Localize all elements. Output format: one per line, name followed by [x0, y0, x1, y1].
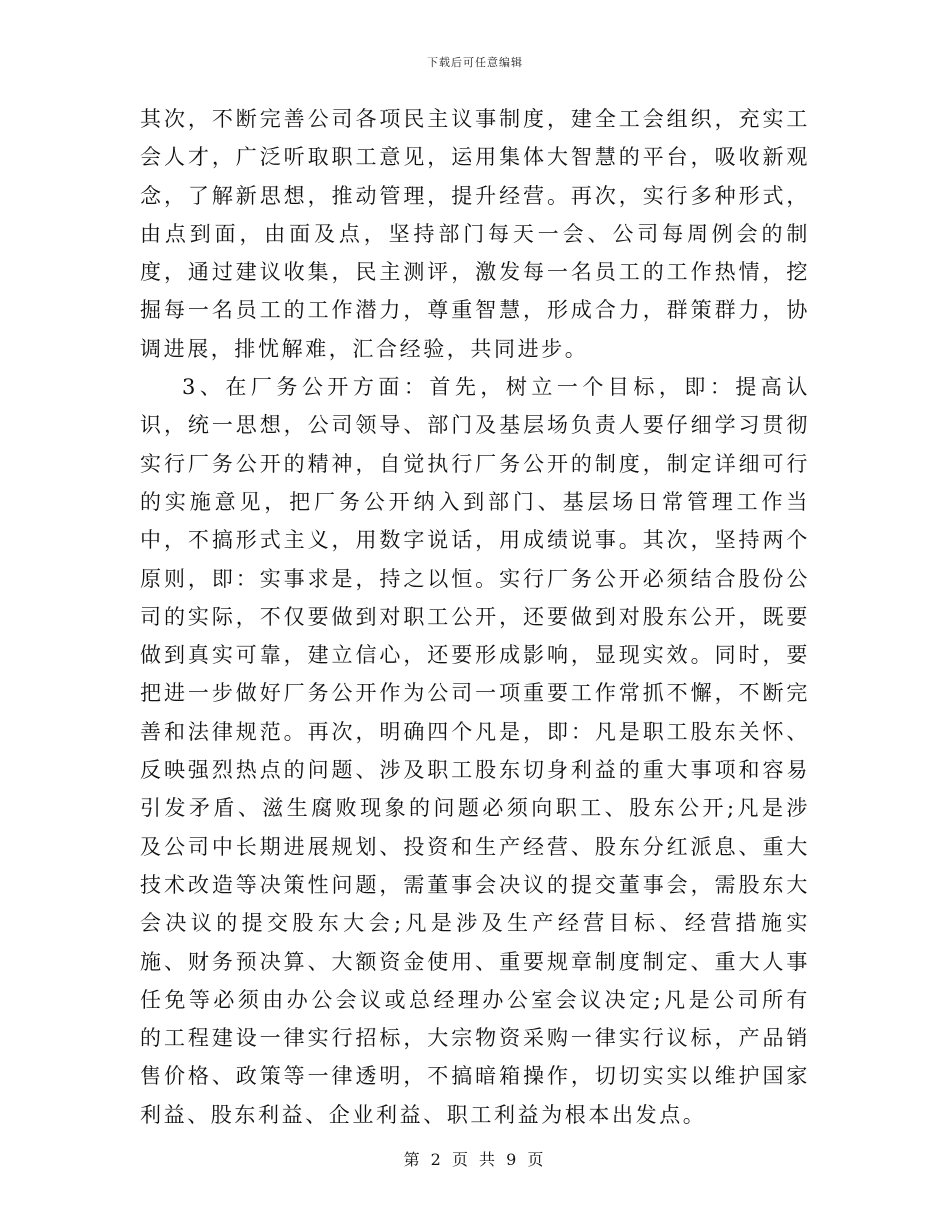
paragraph-continuation: 其次，不断完善公司各项民主议事制度，建全工会组织，充实工会人才，广泛听取职工意见，运用集体大智慧的平台，吸收新观念，了解新思想，推动管理，提升经营。再次，实行多种形式，由点到面，由面及点，坚持部门每天一会、公司每周例会的制度，通过建议收集，民主测评，激发每一名员工的工作热情，挖掘每一名员工的工作潜力，尊重智慧，形成合力，群策群力，协调进展，排忧解难，汇合经验，共同进步。 [140, 107, 810, 361]
page-header: 下载后可任意编辑 [427, 56, 523, 69]
page-number: 第 2 页 共 9 页 [403, 1150, 547, 1169]
paragraph-section-3: 3、在厂务公开方面：首先，树立一个目标，即：提高认识，统一思想，公司领导、部门及基层场负责人要仔细学习贯彻实行厂务公开的精神，自觉执行厂务公开的制度，制定详细可行的实施意见，把厂务公开纳入到部门、基层场日常管理工作当中，不搞形式主义，用数字说话，用成绩说事。其次，坚持两个原则，即：实事求是，持之以恒。实行厂务公开必须结合股份公司的实际，不仅要做到对职工公开，还要做到对股东公开，既要做到真实可靠，建立信心，还要形成影响，显现实效。同时，要把进一步做好厂务公开作为公司一项重要工作常抓不懈，不断完善和法律规范。再次，明确四个凡是，即：凡是职工股东关怀、反映强烈热点的问题、涉及职工股东切身利益的重大事项和容易引发矛盾、滋生腐败现象的问题必须向职工、股东公开;凡是涉及公司中长期进展规划、投资和生产经营、股东分红派息、重大技术改造等决策性问题，需董事会决议的提交董事会，需股东大会决议的提交股东大会;凡是涉及生产经营目标、经营措施实施、财务预决算、大额资金使用、重要规章制度制定、重大人事任免等必须由办公会议或总经理办公室会议决定;凡是公司所有的工程建设一律实行招标，大宗物资采购一律实行议标，产品销售价格、政策等一律透明，不搞暗箱操作，切切实实以维护国家利益、股东利益、企业利益、职工利益为根本出发点。 [140, 375, 810, 1127]
document-body [140, 100, 810, 1134]
